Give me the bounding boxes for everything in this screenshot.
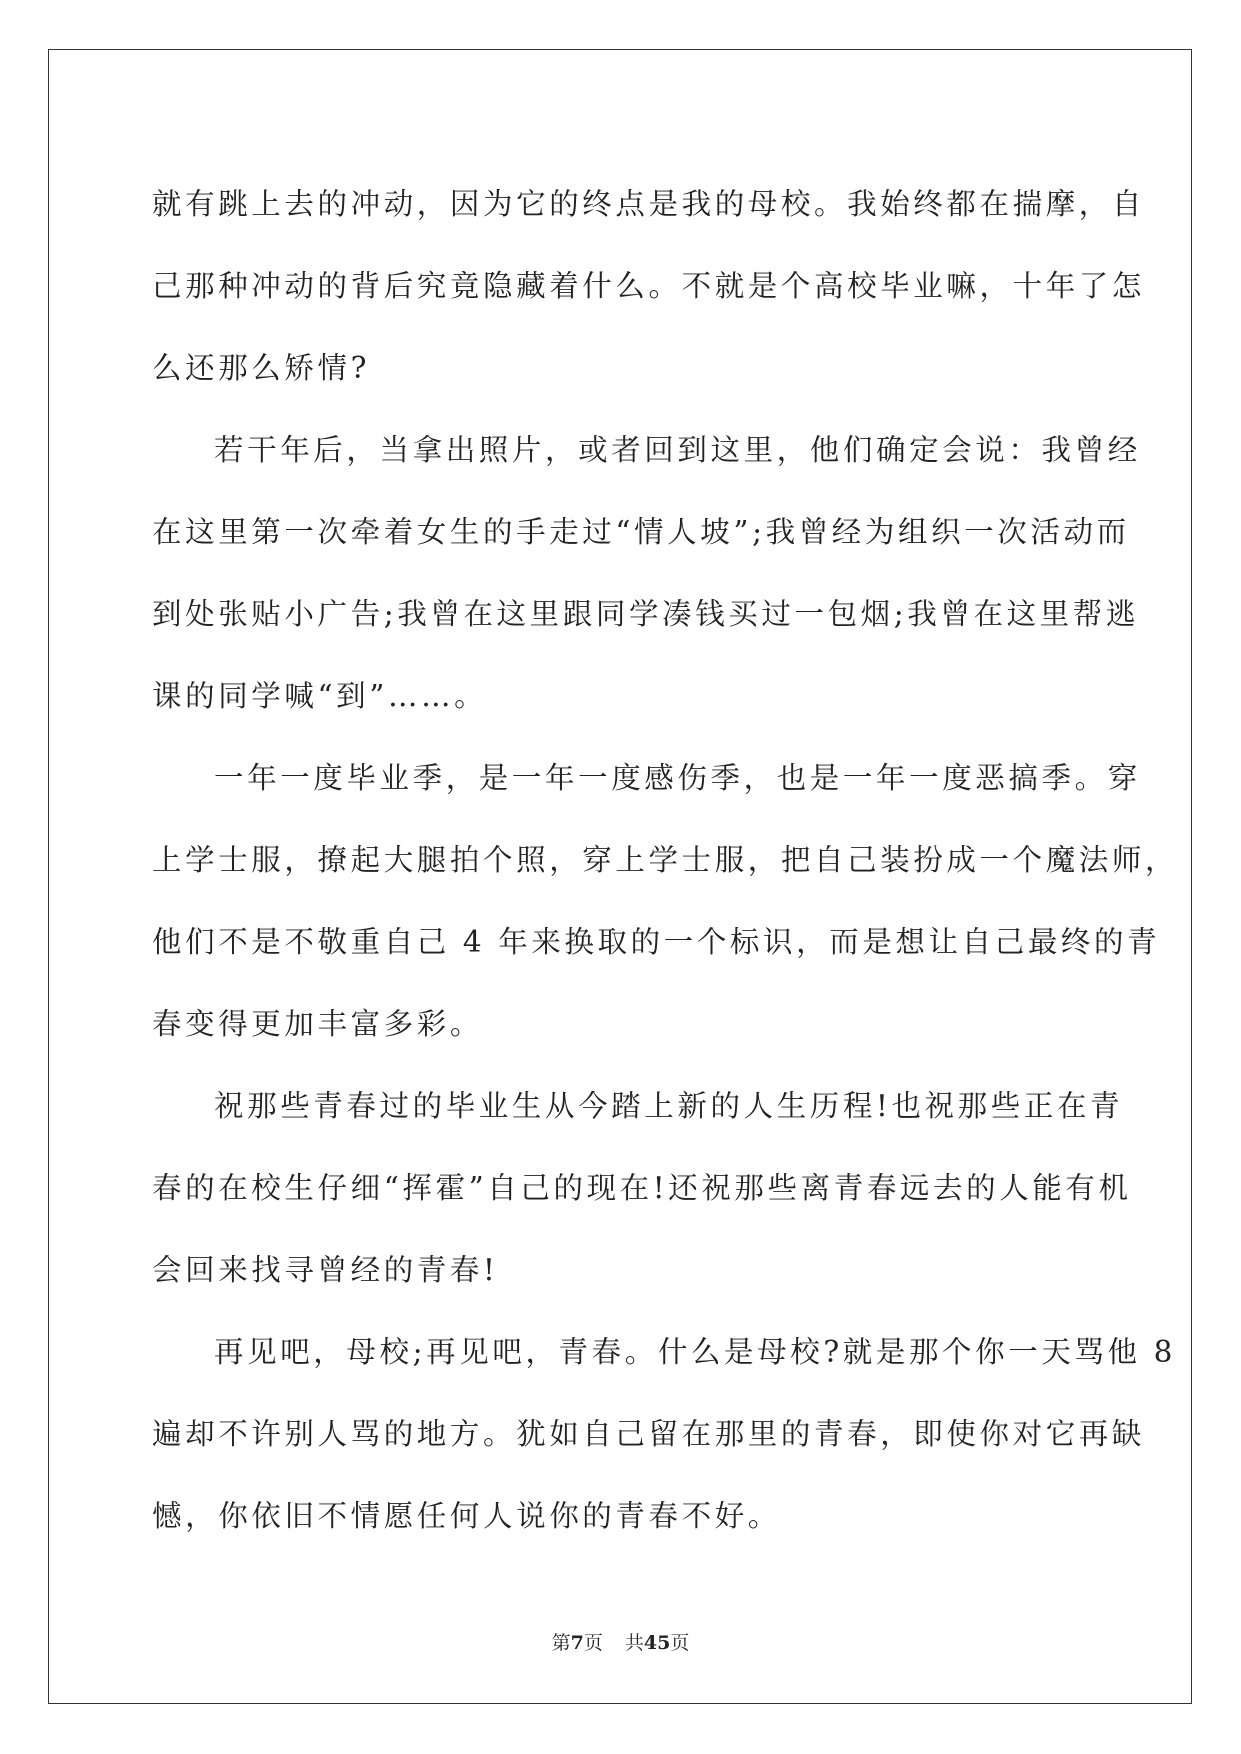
page-footer xyxy=(0,1628,1241,1655)
text-line: 若干年后，当拿出照片，或者回到这里，他们确定会说：我曾经 xyxy=(214,433,1141,467)
page-number: 7 xyxy=(570,1632,584,1654)
text-line: 祝那些青春过的毕业生从今踏上新的人生历程!也祝那些正在青 xyxy=(214,1089,1124,1123)
paragraph xyxy=(152,1065,1132,1311)
total-pages: 45 xyxy=(643,1632,671,1654)
total-label-prefix: 共 xyxy=(624,1632,644,1654)
text-line: 春变得更加丰富多彩。 xyxy=(152,1007,484,1041)
text-line: 会回来找寻曾经的青春! xyxy=(152,1253,499,1287)
text-line: 在这里第一次牵着女生的手走过“情人坡”;我曾经为组织一次活动而 xyxy=(152,515,1130,549)
page-label-suffix: 页 xyxy=(583,1632,603,1654)
text-line: 憾，你依旧不情愿任何人说你的青春不好。 xyxy=(152,1499,781,1533)
total-label-suffix: 页 xyxy=(670,1632,690,1654)
paragraph xyxy=(152,737,1179,1065)
document-body xyxy=(152,163,1179,1557)
text-line: 到处张贴小广告;我曾在这里跟同学凑钱买过一包烟;我曾在这里帮逃 xyxy=(152,597,1139,631)
text-line: 上学士服，撩起大腿拍个照，穿上学士服，把自己装扮成一个魔法师， xyxy=(152,843,1179,877)
text-line: 他们不是不敬重自己 4 年来换取的一个标识，而是想让自己最终的青 xyxy=(152,925,1161,959)
text-line: 遍却不许别人骂的地方。犹如自己留在那里的青春，即使你对它再缺 xyxy=(152,1417,1146,1451)
text-line: 春的在校生仔细“挥霍”自己的现在!还祝那些离青春远去的人能有机 xyxy=(152,1171,1132,1205)
text-line: 就有跳上去的冲动，因为它的终点是我的母校。我始终都在揣摩，自 xyxy=(152,187,1146,221)
text-line: 一年一度毕业季，是一年一度感伤季，也是一年一度恶搞季。穿 xyxy=(214,761,1141,795)
page-label-prefix: 第 xyxy=(551,1632,571,1654)
paragraph xyxy=(152,409,1141,737)
text-line: 课的同学喊“到”……。 xyxy=(152,679,488,713)
paragraph xyxy=(152,163,1146,409)
paragraph xyxy=(152,1311,1177,1557)
text-line: 么还那么矫情? xyxy=(152,351,371,385)
text-line: 己那种冲动的背后究竟隐藏着什么。不就是个高校毕业嘛，十年了怎 xyxy=(152,269,1146,303)
text-line: 再见吧，母校;再见吧，青春。什么是母校?就是那个你一天骂他 8 xyxy=(214,1335,1177,1369)
